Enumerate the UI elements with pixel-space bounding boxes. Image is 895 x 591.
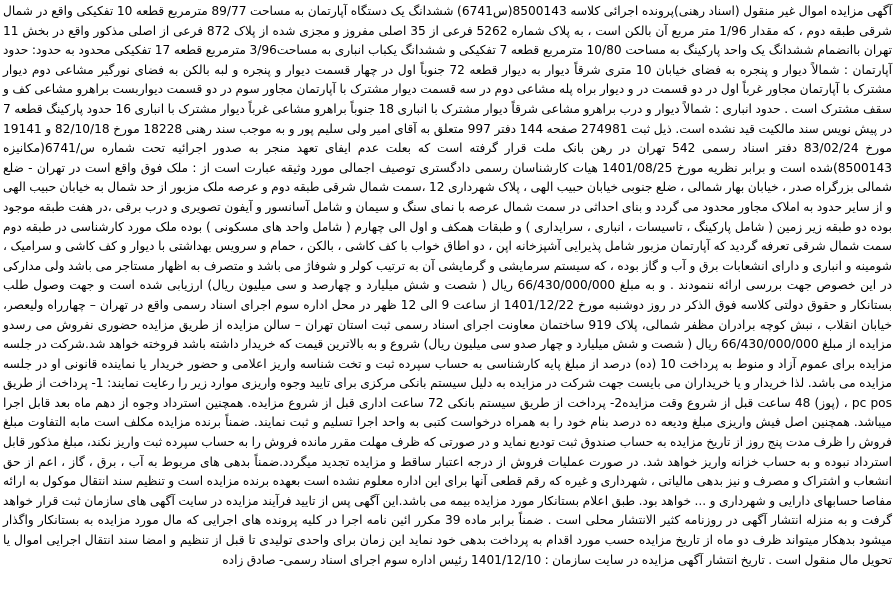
notice-body-text: آگهی مزایده اموال غیر منقول (اسناد رهنی)پرونده اجرائی کلاسه 8500143(س6741) ششدانگ یک دستگاه آپارتمان به مساحت 89/77 مترمربع قطعه 10 تفکیکی واقع در شمال شرقی طبقه دوم ، که مقدار 1/96 متر مربع آن بالکن است ، به پلاک شماره 5262 فرعی از 35 اصلی مفروز و مجزی شده از پلاک 872 فرعی از اصلی مذکور واقع در بخش 11 تهران باانضمام ششدانگ یک واحد پارکینگ به مساحت 10/80 مترمربع قطعه 7 تفکیکی و ششدانگ یکباب انباری به مساحت3/96 مترمربع قطعه 17 تفکیکی محدود به حدود: حدود آپارتمان : شمالاً دیوار و پنجره به فضای خیابان 10 متری شرقاً دیوار به دیوار قطعه 72 جنوباً اول در چهار قسمت دیوار و پنجره و لبه بالکن به فضای نورگیر مشاعی دوم دیوار مشترک با آپارتمان مجاور غرباً اول در دو قسمت در و دیوار براه پله مشاعی دوم در سه قسمت دیوار مشترک با آپارتمان مجاور سوم در دو قسمت دیواربست براهرو مشاعی کف و سقف مشترک است . حدود انباری : شمالاً دیوار و درب براهرو مشاعی شرقاً دیوار مشترک با انباری 18 جنوباً براهرو مشاعی غرباً دیوار مشترک با انباری 16 حدود پارکینگ قطعه 7 در پیش نویس سند مالکیت قید نشده است. ذیل ثبت 274981 صفحه 144 دفتر 997 متعلق به آقای امیر ولی سلیم پور و به موجب سند رهنی 18228 مورخ 82/10/18 و 19141 مورخ 83/02/24 دفتر اسناد رسمی 542 تهران در رهن بانک ملت قرار گرفته است که بعلت عدم ایفای تعهد منجر به صدور اجرائیه تحت شماره س/6741(مکانیزه 8500143)شده است و برابر نظریه مورخ 1401/08/25 هیات کارشناسان رسمی دادگستری توصیف اجمالی مورد وثیقه عبارت است از : ملک فوق واقع است در تهران - ضلع شمالی بزرگراه صدر ، خیابان بهار شمالی ، ضلع جنوبی خیابان حبیب الهی ، پلاک شهرداری 12 ،سمت شمال شرقی طبقه دوم و عرصه ملک مزبور از حد شمال به خیابان حبیب الهی و از سایر حدود به املاک مجاور محدود می گردد و بنای احداثی در سمت شمال عرصه با نمای سنگ و سیمان و شامل آسانسور و آیفون تصویری و درب برقی ،در هفت طبقه موجود بوده دو طبقه زیر زمین ( شامل پارکینگ ، تاسیسات ، انباری ، سرایداری ) و طبقات همکف و اول الی چهارم ( شامل واحد های مسکونی ) بوده ملک مورد کارشناسی در طبقه دوم سمت شمال شرقی تعرفه گردید که آپارتمان مزبور شامل پذیرایی آشپزخانه اپن ، دو اطاق خواب با کف کاشی ، بالکن ، حمام و سرویس بهداشتی با دیوار و کف کاشی و سرامیک ، شومینه و انباری و دارای انشعابات برق و آب و گاز بوده ، که سیستم سرمایشی و گرمایشی آن به ترتیب کولر و شوفاژ می باشد و متصرف به اظهار مستاجر می باشد ولی مدارکی در این خصوص جهت بررسی ارائه ننمودند . و به مبلغ 66/430/000/000 ریال ( شصت و شش میلیارد و چهارصد و سی میلیون ریال) ارزیابی شده است و جهت وصول طلب بستانکار و حقوق دولتی کلاسه فوق الذکر در روز دوشنبه مورخ 1401/12/22 از ساعت 9 الی 12 ظهر در محل اداره سوم اجرای اسناد رسمی واقع در تهران – چهارراه ولیعصر، خیابان انقلاب ، نبش کوچه برادران مظفر شمالی، پلاک 919 ساختمان معاونت اجرای اسناد رسمی ثبت استان تهران – سالن مزایده از طریق مزایده حضوری نفروش می رسدو مزایده از مبلغ 66/430/000/000 ریال ( شصت و شش میلیارد و چهار صدو سی میلیون ریال) شروع و به بالاترین قیمت که خریدار داشته باشد فروخته خواهد شد.شرکت در جلسه مزایده برای عموم آزاد و منوط به پرداخت 10 (ده) درصد از مبلغ پایه کارشناسی به حساب سپرده ثبت و تخت شناسه واریز اعلامی و حضور خریدار یا نماینده قانونی او در جلسه مزایده می باشد. لذا خریدار و یا خریداران می بایست جهت شرکت در مزایده به دلیل سیستم بانکی مرکزی برای تایید وجوه واریزی موارد زیر را رعایت نمایند: 1- پرداخت از طریق pc pos ، (پوز) 48 ساعت قبل از شروع وقت مزایده2- پرداخت از طریق سیستم بانکی 72 ساعت اداری قبل از شروع مزایده. همچنین استرداد وجوه از دهم ماه بعد قابل اجرا میباشد. همچنین اصل فیش واریزی مبلغ ودیعه ده درصد بنام خود را به همراه درخواست کتبی به واحد اجرا تسلیم و ثبت نمایند. ضمناً برنده مزایده مکلف است مابه التفاوت مبلغ فروش را ظرف مدت پنج روز از تاریخ مزایده به حساب صندوق ثبت تودیع نماید و در صورتی که ظرف مهلت مقرر مانده فروش را به حساب سپرده ثبت واریز نکند، مبلغ مذکور قابل استرداد نبوده و به حساب خزانه واریز خواهد شد. در صورت عملیات فروش از درجه اعتبار ساقط و مزایده تجدید میگردد.ضمناً بدهی های مربوط به آب ، برق ، گاز ، اعم از حق انشعاب و اشتراک و مصرف و نیز بدهی مالیاتی ، شهرداری و غیره که رقم قطعی آنها برای این اداره معلوم نشده است بعهده برنده مزایده است و تنظیم سند انتقال موکول به ارائه مفاصا حسابهای دارایی و شهرداری و ... خواهد بود. طبق اعلام بستانکار مورد مزایده بیمه می باشد.این آگهی پس از تایید فرآیند مزایده در سایت آگهی های سازمان ثبت قرار خواهد گرفت و به منزله انتشار آگهی در روزنامه کثیر الانتشار محلی است . ضمناً برابر ماده 39 مکرر ائین نامه اجرا در کلیه پرونده های اجرایی که مال مورد مزایده به بستانکار واگذار میشود بدهکار میتواند ظرف دو ماه از تاریخ مزایده حسب مورد اقدام به پرداخت بدهی خود نماید این زمان برای واحدی تولیدی تا قبل از تنظیم و امضا سند انتقال اجرایی اموال یا تحویل مال منقول است . تاریخ انتشار آگهی مزایده در سایت سازمان : 1401/12/10 رئیس اداره سوم اجرای اسناد رسمی- صادق زاده <box>3 4 893 567</box>
